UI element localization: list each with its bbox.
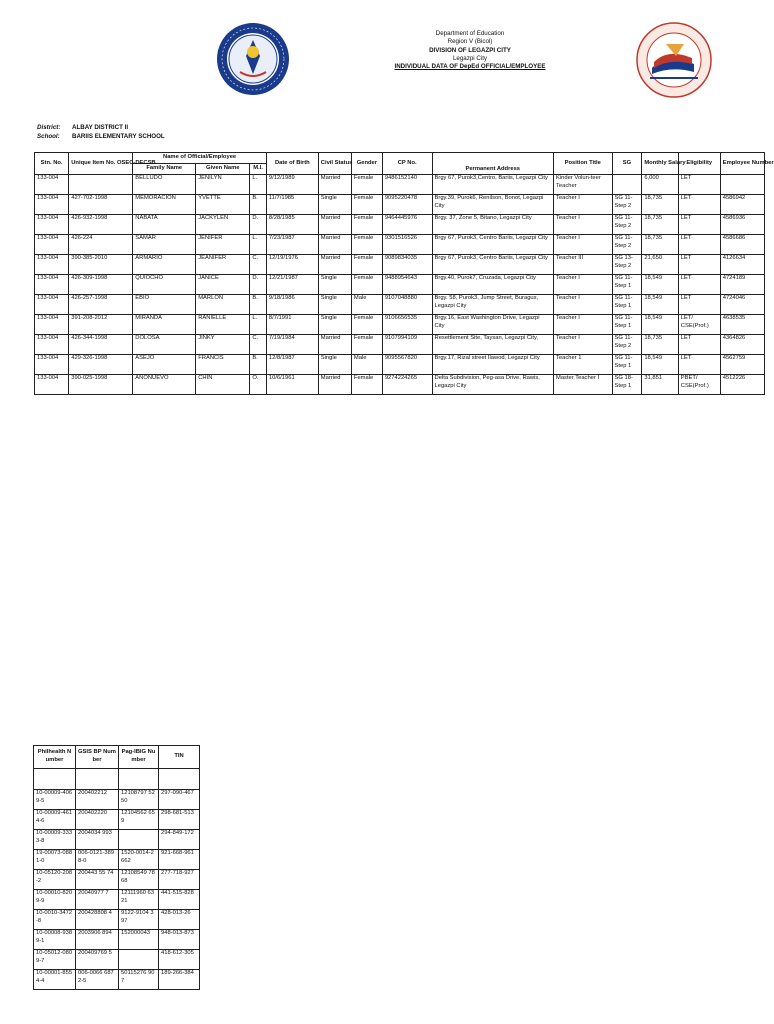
cell-gsis: 200402220 <box>76 810 119 830</box>
cell-stn: 133-004 <box>35 335 69 355</box>
cell-salary: 18,735 <box>642 235 678 255</box>
cell-family: MIRANDA <box>133 315 196 335</box>
cell-empno: 4364826 <box>720 335 764 355</box>
cell-address: Brgy.16, East Washington Drive, Legazpi City <box>432 315 553 335</box>
document-header <box>350 30 590 71</box>
header-cp-no: CP No. <box>382 153 432 175</box>
cell-position: Teacher I <box>553 215 612 235</box>
cell-given: JINKY <box>196 335 250 355</box>
employee-table <box>34 152 774 395</box>
cell-civil: Single <box>318 275 351 295</box>
header-pagibig: Pag-IBIG Number <box>119 746 159 769</box>
cell-unique: 426-344-1998 <box>69 335 133 355</box>
cell-address: Delta Subdivision, Peg-asa Drive, Rawis, Legazpi City <box>432 375 553 395</box>
header-eligibility: Eligibility <box>678 153 720 175</box>
school-info <box>37 123 165 141</box>
cell-civil: Married <box>318 215 351 235</box>
district-label: District: <box>37 124 61 131</box>
cell-stn: 133-004 <box>35 295 69 315</box>
cell-family: NABATA <box>133 215 196 235</box>
cell-gsis: 200443 55 74 <box>76 870 119 890</box>
cell-civil: Married <box>318 335 351 355</box>
cell-family: QUIOCHO <box>133 275 196 295</box>
cell-gender: Male <box>351 355 382 375</box>
cell-empno: 4724189 <box>720 275 764 295</box>
cell-gsis: 20040977 7 <box>76 890 119 910</box>
cell-tin: 441-515-828 <box>159 890 200 910</box>
table-row <box>34 910 200 930</box>
cell-gsis <box>76 769 119 790</box>
cell-sg: SG 11- Step 2 <box>612 235 642 255</box>
table-row <box>34 769 200 790</box>
cell-given: JENILYN <box>196 175 250 195</box>
cell-civil: Married <box>318 255 351 275</box>
cell-family: AÑONUEVO <box>133 375 196 395</box>
cell-address: Resettlement Site, Taysan, Legazpi City, <box>432 335 553 355</box>
cell-cp: 9095220478 <box>382 195 432 215</box>
cell-cp: 9464445976 <box>382 215 432 235</box>
header-position-title: Position Title <box>553 153 612 175</box>
header-employee-number: Employee Number <box>720 153 764 175</box>
header-given-name: Given Name <box>196 164 250 175</box>
header-date-of-birth: Date of Birth <box>266 153 318 175</box>
cell-salary: 18,549 <box>642 275 678 295</box>
cell-cp: 9106656535 <box>382 315 432 335</box>
cell-dob: 8/7/1991 <box>266 315 318 335</box>
cell-position: Teacher I <box>553 335 612 355</box>
table-row <box>35 235 765 255</box>
cell-unique: 427-702-1998 <box>69 195 133 215</box>
cell-civil: Single <box>318 355 351 375</box>
cell-sg: SG 11- Step 2 <box>612 215 642 235</box>
cell-salary: 31,851 <box>642 375 678 395</box>
cell-gender: Male <box>351 295 382 315</box>
cell-gender: Female <box>351 335 382 355</box>
header-name-group: Name of Official/Employee <box>133 153 267 164</box>
cell-stn: 133-004 <box>35 195 69 215</box>
cell-given: MARLON <box>196 295 250 315</box>
cell-salary: 18,549 <box>642 355 678 375</box>
cell-address: Brgy 67, Purok3, Centro Bariis, Legazpi City <box>432 235 553 255</box>
cell-cp: 9089834035 <box>382 255 432 275</box>
cell-gender: Female <box>351 315 382 335</box>
cell-empno <box>720 175 764 195</box>
cell-philhealth <box>34 769 76 790</box>
cell-civil: Single <box>318 315 351 335</box>
cell-tin: 921-668-961 <box>159 850 200 870</box>
cell-eligibility: LET <box>678 235 720 255</box>
table-row <box>35 255 765 275</box>
cell-address: Brgy 67, Purok3,Centro, Bariis, Legazpi City <box>432 175 553 195</box>
cell-empno: 4638535 <box>720 315 764 335</box>
cell-sg: SG 11- Step 1 <box>612 275 642 295</box>
header-gender: Gender <box>351 153 382 175</box>
cell-position: Teacher I <box>553 275 612 295</box>
cell-pagibig: 12104562 659 <box>119 810 159 830</box>
cell-pagibig <box>119 830 159 850</box>
cell-sg: SG 11- Step 1 <box>612 295 642 315</box>
cell-eligibility: LET <box>678 175 720 195</box>
cell-sg: SG 11- Step 1 <box>612 355 642 375</box>
header-permanent-address: Permanent Address <box>432 153 553 175</box>
cell-tin: 189-266-384 <box>159 970 200 990</box>
cell-pagibig: 12111960 6321 <box>119 890 159 910</box>
cell-address: Brgy. 58, Purok3, Jump Street, Buragus, Legazpi City <box>432 295 553 315</box>
cell-dob: 9/12/1989 <box>266 175 318 195</box>
cell-dob: 10/6/1961 <box>266 375 318 395</box>
region-name: Region V (Bicol) <box>447 38 493 46</box>
table-row <box>35 315 765 335</box>
cell-gender: Female <box>351 215 382 235</box>
table-row <box>35 195 765 215</box>
cell-mi: B. <box>250 195 267 215</box>
header-unique-item-no: Unique Item No. OSEC-DECSB <box>69 153 133 175</box>
cell-empno: 4562759 <box>720 355 764 375</box>
header-mi: M.I. <box>250 164 267 175</box>
cell-empno: 4126634 <box>720 255 764 275</box>
cell-unique: 390-025-1998 <box>69 375 133 395</box>
division-seal-logo <box>636 22 712 98</box>
cell-gsis: 006-0121-3898-0 <box>76 850 119 870</box>
cell-dob: 7/23/1987 <box>266 235 318 255</box>
cell-eligibility: LET <box>678 275 720 295</box>
cell-position: Teacher 1 <box>553 355 612 375</box>
cell-mi: L. <box>250 235 267 255</box>
cell-position: Teacher I <box>553 235 612 255</box>
table-row <box>35 275 765 295</box>
cell-eligibility: LET <box>678 355 720 375</box>
city-name: Legazpi City <box>452 54 488 62</box>
cell-address: Brgy.17, Rizal street Ilawod, Legazpi City <box>432 355 553 375</box>
cell-empno: 4586936 <box>720 215 764 235</box>
cell-unique: 426-932-1998 <box>69 215 133 235</box>
cell-given: JANICE <box>196 275 250 295</box>
cell-empno: 4724046 <box>720 295 764 315</box>
cell-philhealth: 10-00009-3333-8 <box>34 830 76 850</box>
cell-cp: 9107994109 <box>382 335 432 355</box>
table-row <box>34 790 200 810</box>
cell-given: FRANCIS <box>196 355 250 375</box>
cell-gender: Female <box>351 235 382 255</box>
cell-pagibig: 50115276 907 <box>119 970 159 990</box>
cell-sg <box>612 175 642 195</box>
cell-cp: 9274224265 <box>382 375 432 395</box>
cell-given: JENIFER <box>196 235 250 255</box>
header-philhealth: Philhealth Number <box>34 746 76 769</box>
cell-dob: 12/21/1987 <box>266 275 318 295</box>
cell-position: Teacher I <box>553 315 612 335</box>
cell-pagibig: 12108797 5250 <box>119 790 159 810</box>
table-row <box>34 970 200 990</box>
cell-stn: 133-004 <box>35 275 69 295</box>
school-value: BARIIS ELEMENTARY SCHOOL <box>72 133 165 140</box>
cell-salary: 18,735 <box>642 335 678 355</box>
header-civil-status: Civil Status <box>318 153 351 175</box>
cell-mi: C. <box>250 335 267 355</box>
cell-address: Brgy 67, Purok3, Centro Bariis, Legazpi City <box>432 255 553 275</box>
cell-mi: B. <box>250 355 267 375</box>
cell-position: Kinder Volun-teer Teacher <box>553 175 612 195</box>
cell-family: ASEJO <box>133 355 196 375</box>
cell-dob: 12/8/1987 <box>266 355 318 375</box>
cell-stn: 133-004 <box>35 315 69 335</box>
header-family-name: Family Name <box>133 164 196 175</box>
cell-salary: 18,549 <box>642 315 678 335</box>
cell-sg: SG 11- Step 2 <box>612 195 642 215</box>
cell-civil: Married <box>318 175 351 195</box>
cell-civil: Married <box>318 375 351 395</box>
cell-unique: 429-326-1998 <box>69 355 133 375</box>
cell-tin: 294-849-172 <box>159 830 200 850</box>
cell-stn: 133-004 <box>35 215 69 235</box>
cell-eligibility: LET <box>678 195 720 215</box>
cell-eligibility: PBET/ CSE(Prof.) <box>678 375 720 395</box>
cell-gender: Female <box>351 195 382 215</box>
cell-address: Brgy.40, Purok7, Cruzada, Legazpi City <box>432 275 553 295</box>
cell-philhealth: 10-00008-9389-1 <box>34 930 76 950</box>
cell-gender: Female <box>351 175 382 195</box>
division-name: DIVISION OF LEGAZPI CITY <box>429 46 511 54</box>
cell-gsis: 200428808 4 <box>76 910 119 930</box>
school-label: School: <box>37 133 60 140</box>
cell-cp: 9095567820 <box>382 355 432 375</box>
cell-civil: Married <box>318 235 351 255</box>
cell-family: BELLUDO <box>133 175 196 195</box>
document-title: INDIVIDUAL DATA OF DepEd OFFICIAL/EMPLOYEE <box>394 63 546 71</box>
table-row <box>34 890 200 910</box>
cell-cp: 9107048880 <box>382 295 432 315</box>
cell-gsis: 200409769 5 <box>76 950 119 970</box>
header-gsis: GSIS BP Number <box>76 746 119 769</box>
cell-empno: 4512226 <box>720 375 764 395</box>
table-row <box>34 870 200 890</box>
cell-gsis: 2004034 993 <box>76 830 119 850</box>
header-monthly-salary: Monthly Salary <box>642 153 678 175</box>
cell-mi: C. <box>250 255 267 275</box>
cell-given: YVETTE <box>196 195 250 215</box>
cell-civil: Single <box>318 295 351 315</box>
cell-position: Master Teacher I <box>553 375 612 395</box>
cell-cp: 9488954643 <box>382 275 432 295</box>
cell-philhealth: 10-05012-0809-7 <box>34 950 76 970</box>
cell-position: Teacher I <box>553 195 612 215</box>
cell-salary: 18,549 <box>642 295 678 315</box>
cell-civil: Single <box>318 195 351 215</box>
cell-eligibility: LET <box>678 255 720 275</box>
cell-mi: O. <box>250 375 267 395</box>
cell-philhealth: 10-00009-4069-5 <box>34 790 76 810</box>
cell-tin: 297-090-467 <box>159 790 200 810</box>
cell-philhealth: 10-0010-3472-8 <box>34 910 76 930</box>
cell-philhealth: 10-05120-208-2 <box>34 870 76 890</box>
table-row <box>34 830 200 850</box>
cell-stn: 133-004 <box>35 175 69 195</box>
cell-pagibig: 12108549 7868 <box>119 870 159 890</box>
cell-gsis: 006-0066 6872-5 <box>76 970 119 990</box>
department-name: Department of Education <box>435 30 505 37</box>
cell-salary: 18,735 <box>642 215 678 235</box>
cell-family: MEMORACION <box>133 195 196 215</box>
cell-gsis: 2003906 894 <box>76 930 119 950</box>
cell-position: Teacher I <box>553 295 612 315</box>
cell-mi: L. <box>250 175 267 195</box>
cell-family: EBIO <box>133 295 196 315</box>
table-row <box>35 175 765 195</box>
header-tin: TIN <box>159 746 200 769</box>
cell-tin: 418-612-305 <box>159 950 200 970</box>
cell-salary: 6,000 <box>642 175 678 195</box>
table-row <box>34 930 200 950</box>
cell-empno: 4586686 <box>720 235 764 255</box>
cell-stn: 133-004 <box>35 255 69 275</box>
cell-unique: 426-257-1998 <box>69 295 133 315</box>
cell-gender: Female <box>351 255 382 275</box>
cell-tin: 298-681-513 <box>159 810 200 830</box>
cell-mi: L. <box>250 315 267 335</box>
cell-eligibility: LET/ CSE(Prof.) <box>678 315 720 335</box>
cell-eligibility: LET <box>678 295 720 315</box>
cell-dob: 11/7/1985 <box>266 195 318 215</box>
cell-given: RANIELLE <box>196 315 250 335</box>
cell-address: Brgy. 37, Zone 5, Bitano, Legazpi City <box>432 215 553 235</box>
cell-address: Brgy.39, Purok6, Renilson, Bonot, Legazpi City <box>432 195 553 215</box>
cell-empno: 4586942 <box>720 195 764 215</box>
cell-stn: 133-004 <box>35 375 69 395</box>
cell-tin: 277-718-927 <box>159 870 200 890</box>
cell-philhealth: 10-00009-4614-6 <box>34 810 76 830</box>
cell-family: SAMAR <box>133 235 196 255</box>
cell-unique <box>69 175 133 195</box>
table-row <box>34 850 200 870</box>
cell-dob: 8/28/1985 <box>266 215 318 235</box>
cell-stn: 133-004 <box>35 355 69 375</box>
cell-gsis: 200402212 <box>76 790 119 810</box>
cell-family: DOLOSA <box>133 335 196 355</box>
cell-mi: D. <box>250 275 267 295</box>
cell-dob: 9/18/1986 <box>266 295 318 315</box>
cell-mi: B. <box>250 295 267 315</box>
cell-gender: Female <box>351 375 382 395</box>
cell-cp: 9301516526 <box>382 235 432 255</box>
cell-tin: 428-013-26 <box>159 910 200 930</box>
cell-family: ARMARIO <box>133 255 196 275</box>
cell-unique: 426-309-1998 <box>69 275 133 295</box>
cell-dob: 12/19/1976 <box>266 255 318 275</box>
table-row <box>35 335 765 355</box>
cell-mi: D. <box>250 215 267 235</box>
cell-pagibig: 1520-0014-2662 <box>119 850 159 870</box>
cell-eligibility: LET <box>678 215 720 235</box>
cell-unique: 391-208-2012 <box>69 315 133 335</box>
cell-pagibig: 152000043 <box>119 930 159 950</box>
cell-pagibig <box>119 769 159 790</box>
cell-given: JACKYLEN <box>196 215 250 235</box>
cell-philhealth: 10-00010-8209-9 <box>34 890 76 910</box>
cell-sg: SG 11- Step 1 <box>612 315 642 335</box>
cell-cp: 9486152140 <box>382 175 432 195</box>
cell-sg: SG 18- Step 1 <box>612 375 642 395</box>
cell-eligibility: LET <box>678 335 720 355</box>
cell-unique: 426-224 <box>69 235 133 255</box>
table-row <box>34 950 200 970</box>
table-row <box>34 810 200 830</box>
cell-unique: 390-385-2010 <box>69 255 133 275</box>
district-value: ALBAY DISTRICT II <box>72 124 129 131</box>
cell-salary: 21,650 <box>642 255 678 275</box>
cell-philhealth: 10-00001-8554-4 <box>34 970 76 990</box>
table-row <box>35 355 765 375</box>
cell-sg: SG 11- Step 2 <box>612 335 642 355</box>
cell-sg: SG 13- Step 2 <box>612 255 642 275</box>
cell-tin: 948-013-873 <box>159 930 200 950</box>
cell-salary: 18,735 <box>642 195 678 215</box>
cell-tin <box>159 769 200 790</box>
table-row <box>35 215 765 235</box>
header-stn-no: Stn. No. <box>35 153 69 175</box>
cell-philhealth: 19-00073-0881-0 <box>34 850 76 870</box>
header-sg: SG <box>612 153 642 175</box>
cell-given: CHIN <box>196 375 250 395</box>
government-ids-table <box>33 745 200 990</box>
table-row <box>35 295 765 315</box>
deped-seal-logo <box>216 22 290 96</box>
cell-given: JEANIFER <box>196 255 250 275</box>
cell-pagibig <box>119 950 159 970</box>
cell-gender: Female <box>351 275 382 295</box>
cell-position: Teacher III <box>553 255 612 275</box>
cell-dob: 7/19/1984 <box>266 335 318 355</box>
cell-pagibig: 9122-9104 397 <box>119 910 159 930</box>
cell-stn: 133-004 <box>35 235 69 255</box>
table-row <box>35 375 765 395</box>
